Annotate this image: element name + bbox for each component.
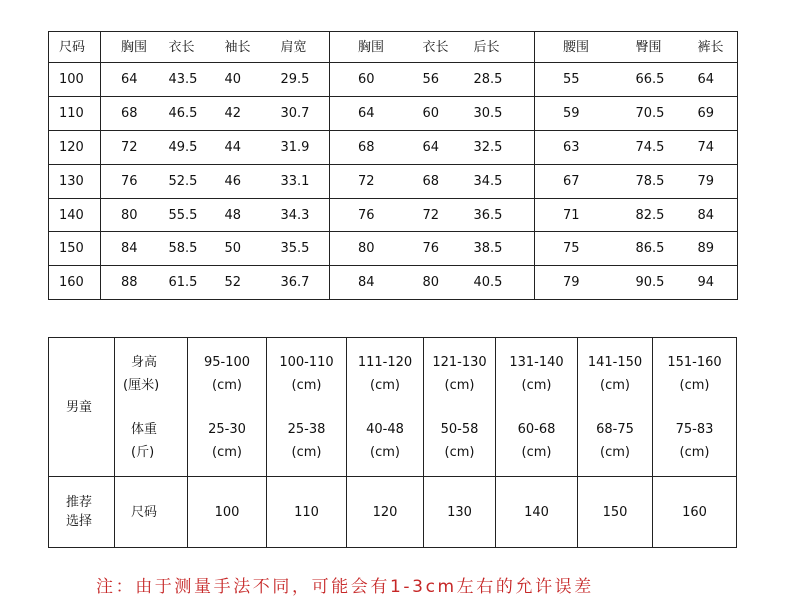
cell-vest-chest: 72 — [330, 165, 389, 199]
cell-sleeve: 50 — [209, 232, 259, 266]
cell-shoulder: 30.7 — [259, 97, 330, 131]
cell-sleeve: 44 — [209, 131, 259, 165]
header-pants-length: 裤长 — [697, 39, 724, 55]
cell-hip: 74.5 — [604, 131, 670, 165]
weight-range: 50-58 — [440, 421, 479, 437]
cell-pants-length: 69 — [670, 97, 738, 131]
pick-label — [49, 477, 115, 548]
cell-top-chest: 76 — [101, 165, 153, 199]
cell-top-length: 61.5 — [153, 266, 209, 300]
recommended-size-cell: 130 — [424, 477, 496, 548]
pick-label-line1: 推荐 — [66, 495, 93, 510]
cell-size: 110 — [49, 97, 101, 131]
cell-top-length: 58.5 — [153, 232, 209, 266]
height-weight-cell — [424, 338, 496, 477]
cell-back-length: 36.5 — [454, 199, 535, 232]
pick-label-line2: 选择 — [66, 514, 93, 529]
cell-shoulder: 33.1 — [259, 165, 330, 199]
category-label: 男童 — [49, 338, 115, 477]
cell-back-length: 34.5 — [454, 165, 535, 199]
height-unit: (cm) — [600, 377, 630, 393]
weight-unit: (cm) — [370, 444, 400, 460]
cell-sleeve: 48 — [209, 199, 259, 232]
weight-unit: (cm) — [291, 444, 322, 460]
cell-pants-length: 74 — [670, 131, 738, 165]
cell-vest-chest: 80 — [330, 232, 389, 266]
cell-waist: 59 — [535, 97, 604, 131]
cell-sleeve: 52 — [209, 266, 259, 300]
size-chart-row — [49, 165, 738, 199]
weight-range: 60-68 — [517, 421, 556, 437]
cell-vest-length: 60 — [389, 97, 454, 131]
cell-hip: 70.5 — [604, 97, 670, 131]
cell-shoulder: 36.7 — [259, 266, 330, 300]
size-chart-table — [48, 31, 738, 300]
cell-back-length: 40.5 — [454, 266, 535, 300]
header-sleeve: 袖长 — [224, 39, 251, 55]
header-top-chest: 胸围 — [121, 39, 148, 55]
cell-hip: 90.5 — [604, 266, 670, 300]
height-weight-cell — [496, 338, 578, 477]
weight-range: 25-38 — [287, 421, 326, 437]
recommended-size-cell: 160 — [653, 477, 737, 548]
cell-waist: 63 — [535, 131, 604, 165]
cell-back-length: 30.5 — [454, 97, 535, 131]
height-weight-cell — [578, 338, 653, 477]
recommended-size-cell: 100 — [188, 477, 267, 548]
cell-vest-length: 72 — [389, 199, 454, 232]
cell-vest-length: 64 — [389, 131, 454, 165]
weight-unit: (cm) — [679, 444, 710, 460]
height-unit: (cm) — [444, 377, 475, 393]
cell-sleeve: 42 — [209, 97, 259, 131]
weight-unit: (cm) — [212, 444, 242, 460]
size-label: 尺码 — [115, 477, 188, 548]
cell-vest-length: 68 — [389, 165, 454, 199]
recommended-size-cell: 140 — [496, 477, 578, 548]
height-label: 身高 — [131, 354, 158, 370]
height-unit-label: (厘米) — [123, 377, 160, 393]
height-range: 131-140 — [509, 354, 564, 370]
cell-size: 100 — [49, 63, 101, 97]
weight-unit: (cm) — [444, 444, 475, 460]
size-chart-header-row — [49, 32, 738, 63]
height-range: 100-110 — [279, 354, 334, 370]
height-unit: (cm) — [370, 377, 400, 393]
cell-pants-length: 64 — [670, 63, 738, 97]
height-range: 95-100 — [203, 354, 251, 370]
header-vest-chest: 胸围 — [358, 39, 385, 55]
header-hip: 臀围 — [635, 39, 662, 55]
height-unit: (cm) — [679, 377, 710, 393]
cell-vest-chest: 60 — [330, 63, 389, 97]
cell-top-chest: 72 — [101, 131, 153, 165]
cell-vest-chest: 84 — [330, 266, 389, 300]
cell-back-length: 32.5 — [454, 131, 535, 165]
cell-top-length: 43.5 — [153, 63, 209, 97]
header-top-length: 衣长 — [168, 39, 195, 55]
cell-vest-chest: 76 — [330, 199, 389, 232]
height-weight-cell — [267, 338, 347, 477]
measurement-note: 注：由于测量手法不同，可能会有1-3cm左右的允许误差 — [96, 577, 594, 597]
header-waist: 腰围 — [563, 39, 590, 55]
weight-unit-label: (斤) — [131, 444, 155, 460]
cell-shoulder: 31.9 — [259, 131, 330, 165]
cell-sleeve: 40 — [209, 63, 259, 97]
header-back-length: 后长 — [454, 32, 535, 63]
cell-size: 140 — [49, 199, 101, 232]
cell-size: 160 — [49, 266, 101, 300]
weight-unit: (cm) — [600, 444, 630, 460]
cell-waist: 79 — [535, 266, 604, 300]
cell-top-chest: 80 — [101, 199, 153, 232]
cell-size: 120 — [49, 131, 101, 165]
height-weight-cell — [188, 338, 267, 477]
weight-range: 68-75 — [596, 421, 634, 437]
cell-top-length: 46.5 — [153, 97, 209, 131]
cell-pants-length: 94 — [670, 266, 738, 300]
weight-range: 25-30 — [208, 421, 246, 437]
cell-vest-chest: 64 — [330, 97, 389, 131]
size-chart-row — [49, 266, 738, 300]
cell-hip: 78.5 — [604, 165, 670, 199]
size-chart-row — [49, 199, 738, 232]
cell-waist: 71 — [535, 199, 604, 232]
size-pick-row — [49, 477, 737, 548]
height-range: 141-150 — [587, 354, 643, 370]
cell-pants-length: 84 — [670, 199, 738, 232]
size-recommendation-table — [48, 337, 737, 548]
height-unit: (cm) — [291, 377, 322, 393]
height-weight-row — [49, 338, 737, 477]
header-vest-length: 衣长 — [422, 39, 449, 55]
cell-top-length: 52.5 — [153, 165, 209, 199]
height-weight-label — [115, 338, 188, 477]
cell-waist: 75 — [535, 232, 604, 266]
header-shoulder: 肩宽 — [259, 32, 330, 63]
height-weight-cell — [347, 338, 424, 477]
recommended-size-cell: 120 — [347, 477, 424, 548]
cell-hip: 86.5 — [604, 232, 670, 266]
cell-top-chest: 68 — [101, 97, 153, 131]
height-range: 151-160 — [667, 354, 722, 370]
cell-sleeve: 46 — [209, 165, 259, 199]
weight-range: 40-48 — [366, 421, 404, 437]
recommended-size-cell: 110 — [267, 477, 347, 548]
cell-hip: 82.5 — [604, 199, 670, 232]
cell-shoulder: 29.5 — [259, 63, 330, 97]
weight-label: 体重 — [131, 421, 158, 437]
size-chart-row — [49, 97, 738, 131]
cell-size: 150 — [49, 232, 101, 266]
height-unit: (cm) — [521, 377, 552, 393]
cell-vest-length: 80 — [389, 266, 454, 300]
cell-top-chest: 88 — [101, 266, 153, 300]
cell-shoulder: 34.3 — [259, 199, 330, 232]
cell-pants-length: 79 — [670, 165, 738, 199]
cell-waist: 67 — [535, 165, 604, 199]
weight-unit: (cm) — [521, 444, 552, 460]
cell-vest-length: 76 — [389, 232, 454, 266]
header-size: 尺码 — [49, 32, 101, 63]
height-unit: (cm) — [212, 377, 242, 393]
cell-vest-chest: 68 — [330, 131, 389, 165]
cell-size: 130 — [49, 165, 101, 199]
cell-hip: 66.5 — [604, 63, 670, 97]
cell-back-length: 38.5 — [454, 232, 535, 266]
size-chart-body — [49, 32, 738, 300]
height-range: 121-130 — [432, 354, 487, 370]
cell-top-chest: 64 — [101, 63, 153, 97]
cell-top-length: 55.5 — [153, 199, 209, 232]
height-range: 111-120 — [357, 354, 413, 370]
cell-back-length: 28.5 — [454, 63, 535, 97]
size-chart-row — [49, 232, 738, 266]
cell-vest-length: 56 — [389, 63, 454, 97]
cell-pants-length: 89 — [670, 232, 738, 266]
size-chart-row — [49, 131, 738, 165]
cell-shoulder: 35.5 — [259, 232, 330, 266]
height-weight-cell — [653, 338, 737, 477]
weight-range: 75-83 — [675, 421, 714, 437]
cell-top-length: 49.5 — [153, 131, 209, 165]
recommended-size-cell: 150 — [578, 477, 653, 548]
size-chart-row — [49, 63, 738, 97]
cell-waist: 55 — [535, 63, 604, 97]
cell-top-chest: 84 — [101, 232, 153, 266]
